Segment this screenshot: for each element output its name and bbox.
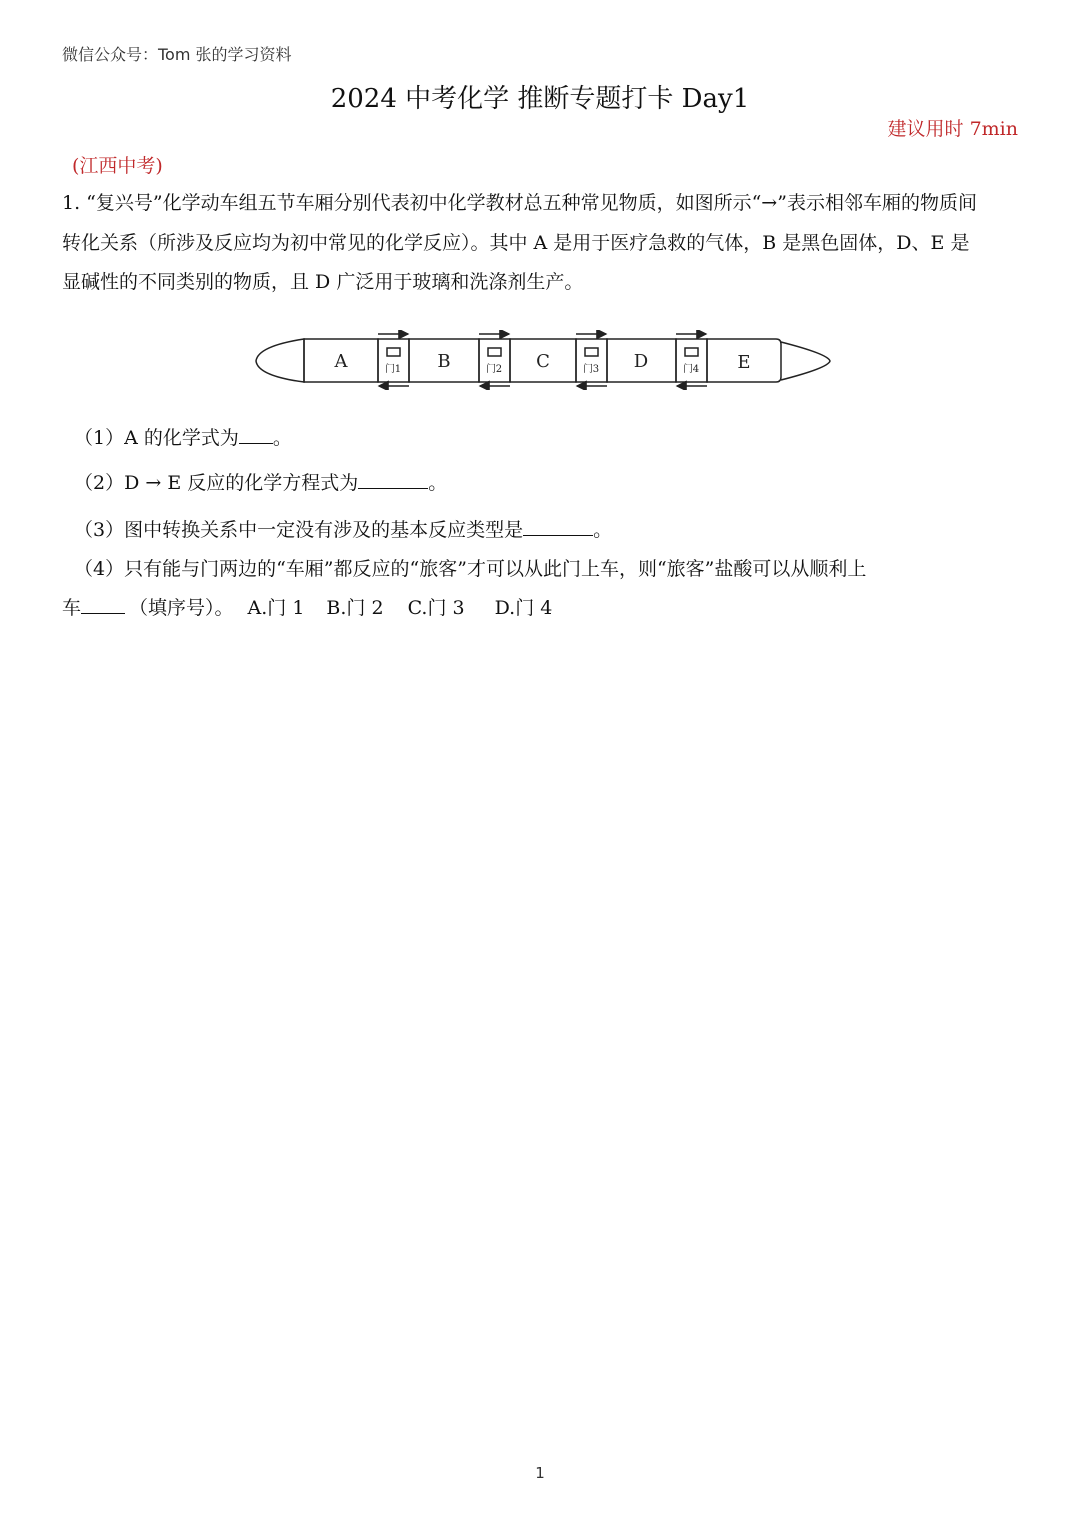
time-hint: 建议用时 7min <box>887 118 1018 140</box>
question-line-2: 转化关系（所涉及反应均为初中常见的化学反应）。其中 A 是用于医疗急救的气体，B 是黑色固体，D、E 是 <box>62 232 970 254</box>
door-3-window <box>585 348 598 356</box>
door-4-label: 门4 <box>682 364 700 375</box>
answer-blank-4[interactable] <box>81 597 125 614</box>
door-1-body <box>378 339 409 382</box>
door-1-label: 门1 <box>384 364 402 375</box>
car-d-label: D <box>633 351 649 372</box>
train-nose-right <box>781 342 830 380</box>
subquestion-4-line-2 <box>62 593 552 620</box>
subquestion-3-text: （3）图中转换关系中一定没有涉及的基本反应类型是 <box>74 519 524 541</box>
question-line-1: 1. “复兴号”化学动车组五节车厢分别代表初中化学教材总五种常见物质，如图所示“→”表示相邻车厢的物质间 <box>62 192 977 214</box>
subquestion-2 <box>74 468 447 495</box>
door-2-window <box>488 348 501 356</box>
answer-blank-2[interactable] <box>358 472 428 489</box>
door-4-body <box>676 339 707 382</box>
option-b: B.门 2 <box>326 597 384 619</box>
question-line-3: 显碱性的不同类别的物质，且 D 广泛用于玻璃和洗涤剂生产。 <box>62 271 584 293</box>
train-diagram <box>250 330 835 390</box>
car-c-label: C <box>536 351 550 372</box>
train-nose-left <box>256 339 304 382</box>
subquestion-3 <box>74 515 612 542</box>
page-title: 2024 中考化学 推断专题打卡 Day1 <box>330 84 750 114</box>
subquestion-2-text: （2）D → E 反应的化学方程式为 <box>74 472 359 494</box>
option-a: A.门 1 <box>247 597 305 619</box>
door-2-label: 门2 <box>485 364 503 375</box>
door-2-body <box>479 339 510 382</box>
door-1-window <box>387 348 400 356</box>
subquestion-4-suffix: （填序号）。 <box>129 597 234 619</box>
car-e-label: E <box>737 352 751 373</box>
subquestion-1-suffix: 。 <box>272 427 292 449</box>
subquestion-3-suffix: 。 <box>593 519 613 541</box>
subquestion-2-suffix: 。 <box>428 472 448 494</box>
door-3-body <box>576 339 607 382</box>
subquestion-1-text: （1）A 的化学式为 <box>74 427 239 449</box>
answer-blank-1[interactable] <box>239 427 273 444</box>
option-c: C.门 3 <box>407 597 465 619</box>
subquestion-4-line-1: （4）只有能与门两边的“车厢”都反应的“旅客”才可以从此门上车，则“旅客”盐酸可以从顺利上 <box>74 558 867 580</box>
door-4-window <box>685 348 698 356</box>
door-3-label: 门3 <box>582 364 600 375</box>
question-source: (江西中考) <box>72 155 163 177</box>
header-note: 微信公众号：Tom 张的学习资料 <box>62 45 292 64</box>
option-d: D.门 4 <box>494 597 553 619</box>
car-b-label: B <box>437 351 451 372</box>
car-a-label: A <box>334 351 348 372</box>
page-number: 1 <box>535 1464 545 1482</box>
subquestion-4-prefix: 车 <box>62 597 82 619</box>
answer-blank-3[interactable] <box>523 519 593 536</box>
subquestion-1 <box>74 423 292 450</box>
